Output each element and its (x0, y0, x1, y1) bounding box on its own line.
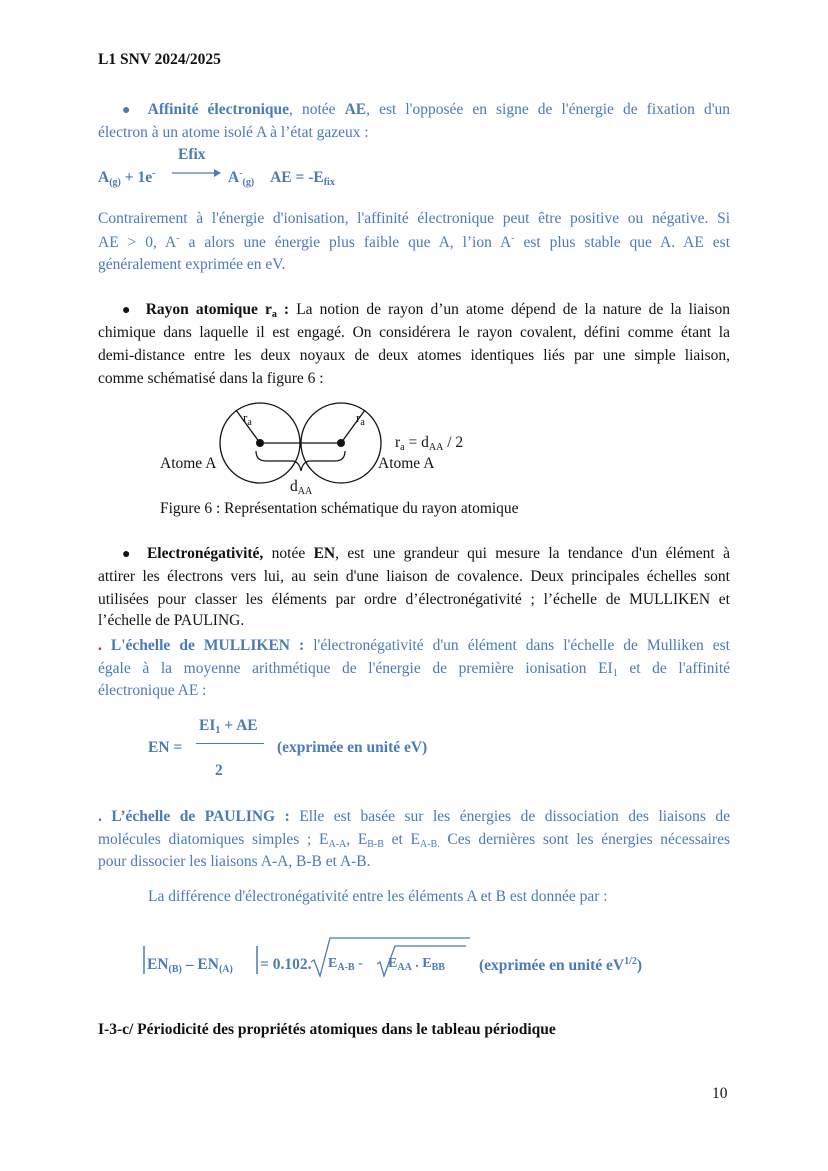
pauling-s3: A-B. (420, 839, 440, 850)
radius-text-2: chimique dans laquelle il est engagé. On considérera le rayon covalent, défini comme étant la (98, 324, 730, 341)
en-line-2 (98, 568, 730, 586)
ae-para-2c: est plus stable que A. AE est (514, 234, 730, 251)
radius-line-1 (122, 301, 730, 320)
ra-left-sub: a (247, 417, 252, 428)
diff-text: La différence d'électronégativité entre les éléments A et B est donnée par : (148, 888, 608, 905)
mulliken-line-2 (98, 660, 730, 679)
pauling-title: . L’échelle de PAULING : (98, 808, 290, 825)
radius-text-1: La notion de rayon d’un atome dépend de la nature de la liaison (289, 301, 730, 318)
mulliken-text-2a: égale à la moyenne arithmétique de l'énergie de première ionisation EI (98, 660, 613, 677)
fig-label-left (160, 455, 216, 473)
ae-para-1: Contrairement à l'énergie d'ionisation, l'affinité électronique peut être positive ou négative. Si (98, 210, 730, 227)
p-en-b-sub: (B) (168, 964, 182, 975)
atom-a-right-label: Atome A (378, 455, 435, 472)
fig-ra-left (243, 410, 252, 428)
radius-text-3: demi-distance entre les deux noyaux de deux atomes identiques liés par une simple liaison, (98, 347, 730, 364)
pauling-formula-unit (479, 956, 642, 975)
reaction-equation (98, 168, 155, 188)
ae-line-2 (98, 124, 730, 142)
ae-equation-sub: fix (323, 177, 335, 188)
page-header (98, 51, 221, 69)
pauling-text-1: Elle est basée sur les énergies de dissociation des liaisons de (289, 808, 731, 825)
en-line-3 (98, 591, 730, 609)
reaction-arrow-icon (170, 166, 222, 180)
unit-ev: (exprimée en unité eV) (277, 739, 428, 756)
fig-formula-end: / 2 (443, 434, 464, 451)
num-ae: + AE (220, 717, 258, 734)
pauling-formula-root (328, 956, 363, 973)
fig-ra-right (356, 410, 365, 428)
ae-text-rest: , est l'opposée en signe de l'énergie de fixation d'un (366, 101, 730, 118)
lhs-plus: + 1e (120, 169, 153, 186)
num-sub: 1 (215, 725, 221, 736)
reaction-rhs (228, 168, 335, 188)
lhs-en: EN = (148, 739, 183, 756)
mulliken-title: L'échelle de MULLIKEN : (101, 637, 305, 654)
en-term: Electronégativité, (146, 545, 264, 562)
radius-term: Rayon atomique r (145, 301, 272, 318)
pauling-formula (147, 956, 233, 975)
header-title: L1 SNV 2024/2025 (98, 51, 221, 68)
rhs-sub: (g) (242, 177, 255, 188)
fig-formula-sub: a (400, 442, 405, 453)
pauling-line-2 (98, 831, 730, 850)
pauling-formula-eq (260, 956, 311, 974)
bullet-icon: ● (122, 303, 134, 318)
fig-formula-sub2: AA (428, 442, 444, 453)
radius-line-2 (98, 324, 730, 342)
lhs-a-sub: (g) (109, 177, 121, 188)
p-dot: . E (411, 956, 432, 971)
ae-para-line-3 (98, 256, 730, 274)
rhs-a: A (228, 169, 240, 186)
ae-abbr: AE (344, 101, 367, 118)
mulliken-sub: 1 (612, 668, 618, 679)
en-abbr: EN (313, 545, 336, 562)
mulliken-formula-lhs (148, 739, 182, 757)
mulliken-text-3: électronique AE : (98, 682, 207, 699)
p-eaa-sub: AA (397, 962, 412, 973)
mulliken-text-2b: et de l'affinité (617, 660, 731, 677)
pauling-2b: , E (346, 831, 368, 848)
p-unit-end: ) (636, 957, 643, 974)
radius-term-colon: : (276, 301, 290, 318)
pauling-2c: et E (383, 831, 420, 848)
radius-term-sub: a (271, 309, 277, 320)
radius-line-4 (98, 370, 730, 388)
en-text-3: utilisées pour classer les éléments par ordre d’électronégativité ; l’échelle de MULLIKEN et (98, 591, 730, 608)
ra-left: r (243, 410, 248, 425)
reaction-arrow-label (178, 146, 206, 164)
p-ebb-sub: BB (431, 962, 445, 973)
fraction-bar (196, 743, 264, 744)
den-2: 2 (215, 762, 223, 779)
mulliken-formula-num (199, 717, 258, 736)
daa-sub: AA (297, 486, 313, 497)
fig-daa (290, 478, 312, 497)
section-heading (98, 1021, 556, 1039)
fig-formula-r: r (395, 434, 401, 451)
ae-para-2-sup: - (176, 233, 180, 244)
ae-para-line-1 (98, 210, 730, 228)
ae-para-3: généralement exprimée en eV. (98, 256, 286, 273)
pauling-s1: A-A (328, 839, 347, 850)
pauling-2d: Ces dernières sont les énergies nécessaires (439, 831, 731, 848)
pauling-s2: B-B (367, 839, 384, 850)
en-line-4 (98, 612, 730, 630)
fig-formula-mid: = d (404, 434, 429, 451)
p-eab: E (328, 956, 338, 971)
ae-line-1 (122, 101, 730, 119)
red-dot: . (98, 637, 102, 654)
p-unit: (exprimée en unité eV (479, 957, 625, 974)
pauling-line-1 (98, 808, 730, 826)
pauling-diff-text (148, 888, 608, 906)
p-eaa: E (388, 956, 398, 971)
mulliken-line-3 (98, 682, 730, 700)
ra-right-sub: a (360, 417, 365, 428)
p-unit-sup: 1/2 (624, 956, 637, 967)
bullet-icon: ● (122, 547, 135, 562)
mulliken-formula-unit (277, 739, 427, 757)
page-number (712, 1085, 728, 1103)
p-minus: – EN (181, 956, 219, 973)
en-rest: , est une grandeur qui mesure la tendance d'un élément à (335, 545, 730, 562)
en-text-4: l’échelle de PAULING. (98, 612, 245, 629)
daa-brace (256, 451, 345, 471)
ae-para-line-2 (98, 233, 730, 252)
daa-text: d (290, 478, 298, 495)
pauling-text-3: pour dissocier les liaisons A-A, B-B et A-B. (98, 853, 371, 870)
ae-para-2-sup2: - (511, 233, 515, 244)
fig-label-right (378, 455, 434, 473)
p-eab-sub: A-B (337, 962, 355, 973)
section-heading-text: I-3-c/ Périodicité des propriétés atomiques dans le tableau périodique (98, 1021, 556, 1038)
lhs-e-sup: - (152, 168, 156, 179)
pauling-formula-inner (388, 956, 445, 973)
num-ei: EI (199, 717, 216, 734)
mulliken-line-1 (98, 637, 730, 655)
p-eq: = 0.102. (260, 956, 312, 973)
ae-text: , notée (289, 101, 345, 118)
fig-formula (395, 434, 463, 453)
rhs-sup: - (239, 168, 243, 179)
lhs-a: A (98, 169, 110, 186)
p-en-a-sub: (A) (218, 964, 233, 975)
en-line-1 (122, 545, 730, 563)
pauling-line-3 (98, 853, 730, 871)
ae-term: Affinité électronique (147, 101, 290, 118)
ae-text2: électron à un atome isolé A à l’état gazeux : (98, 124, 369, 141)
mulliken-formula-den (215, 762, 223, 780)
figure6-caption (160, 500, 519, 518)
ae-para-2b: a alors une énergie plus faible que A, l’ion A (179, 234, 512, 251)
pauling-2a: molécules diatomiques simples ; E (98, 831, 329, 848)
p-dash: - (354, 956, 363, 971)
ae-equation: AE = -E (270, 169, 324, 186)
en-text-2: attirer les électrons vers lui, au sein d'une liaison de covalence. Deux principales échelles sont (98, 568, 730, 585)
en-mid: notée (263, 545, 314, 562)
radius-line-3 (98, 347, 730, 365)
p-en-b: EN (147, 956, 169, 973)
atom-a-left-label: Atome A (160, 455, 217, 472)
caption-text: Figure 6 : Représentation schématique du rayon atomique (160, 500, 519, 517)
ra-right: r (356, 410, 361, 425)
mulliken-text-1: l'électronégativité d'un élément dans l'échelle de Mulliken est (304, 637, 730, 654)
bullet-icon: ● (122, 103, 136, 118)
ae-para-2a: AE > 0, A (98, 234, 177, 251)
radius-text-4: comme schématisé dans la figure 6 : (98, 370, 324, 387)
page-number-text: 10 (712, 1085, 728, 1102)
arrow-label-text: Efix (178, 146, 206, 163)
